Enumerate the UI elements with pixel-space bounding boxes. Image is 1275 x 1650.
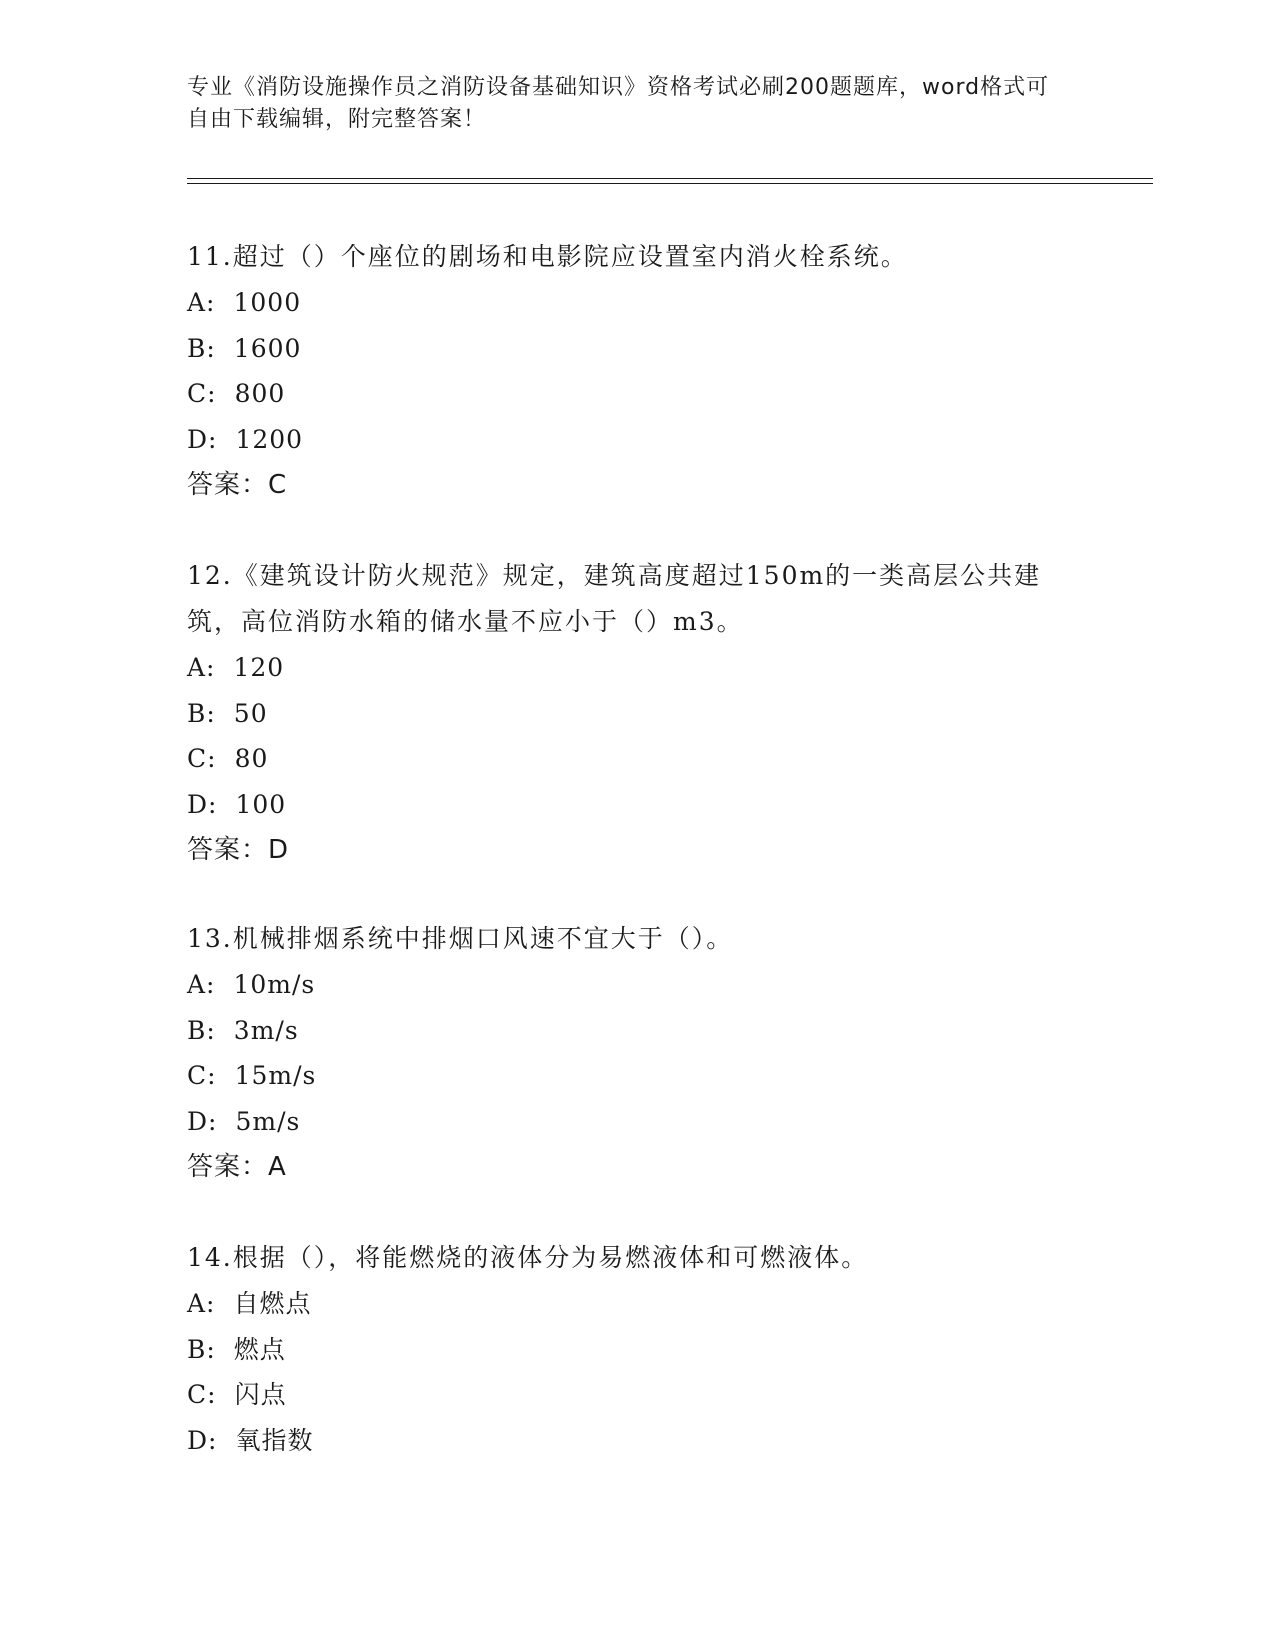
question-12: [187, 553, 1087, 873]
option-label: D:: [187, 424, 218, 454]
option-text: 5m/s: [235, 1106, 301, 1136]
option-text: 100: [235, 789, 287, 819]
option-label: C:: [187, 744, 217, 773]
option-b: [187, 1327, 1087, 1373]
option-text: 1600: [233, 333, 302, 363]
option-text: 120: [233, 653, 285, 682]
answer: 答案：A: [187, 1152, 287, 1182]
question-11: [187, 234, 1087, 508]
option-label: B:: [187, 1334, 216, 1364]
option-a: [187, 280, 1087, 326]
option-a: [187, 1281, 1087, 1327]
option-label: D:: [187, 1106, 218, 1136]
question-stem: 13.机械排烟系统中排烟口风速不宜大于（）。: [187, 924, 734, 953]
option-d: [187, 782, 1087, 828]
option-b: [187, 1008, 1087, 1054]
option-label: A:: [187, 653, 216, 682]
option-d: [187, 417, 1087, 463]
option-label: A:: [187, 1289, 216, 1318]
option-label: B:: [187, 333, 216, 363]
option-a: [187, 645, 1087, 691]
question-stem: 14.根据（），将能燃烧的液体分为易燃液体和可燃液体。: [187, 1243, 869, 1272]
option-text: 燃点: [233, 1334, 286, 1364]
question-stem: 12.《建筑设计防火规范》规定，建筑高度超过150m的一类高层公共建筑，高位消防水箱的储水量不应小于（）m3。: [187, 561, 1042, 636]
option-label: A:: [187, 288, 216, 317]
header-divider-top: [187, 178, 1153, 179]
option-text: 800: [234, 379, 286, 408]
option-label: D:: [187, 789, 218, 819]
option-label: D:: [187, 1425, 218, 1455]
document-header: 专业《消防设施操作员之消防设备基础知识》资格考试必刷200题题库，word格式可自由下载编辑，附完整答案！: [187, 75, 1050, 132]
option-label: C:: [187, 1061, 217, 1090]
option-text: 闪点: [234, 1380, 287, 1409]
option-label: C:: [187, 379, 217, 408]
option-text: 80: [234, 744, 269, 773]
option-text: 10m/s: [233, 970, 316, 999]
option-text: 15m/s: [234, 1061, 317, 1090]
option-label: B:: [187, 1015, 216, 1045]
question-13: [187, 916, 1087, 1190]
answer: 答案：D: [187, 835, 290, 865]
option-text: 50: [233, 698, 268, 728]
option-d: [187, 1418, 1087, 1464]
option-label: A:: [187, 970, 216, 999]
option-text: 自燃点: [233, 1289, 312, 1318]
option-c: [187, 371, 1087, 417]
option-c: [187, 1053, 1087, 1099]
option-a: [187, 962, 1087, 1008]
option-text: 1000: [233, 288, 302, 317]
option-text: 氧指数: [235, 1425, 314, 1455]
option-label: C:: [187, 1380, 217, 1409]
option-d: [187, 1099, 1087, 1145]
question-14: [187, 1235, 1087, 1463]
question-stem: 11.超过（）个座位的剧场和电影院应设置室内消火栓系统。: [187, 242, 908, 271]
answer: 答案：C: [187, 470, 288, 500]
option-text: 3m/s: [233, 1015, 299, 1045]
option-b: [187, 691, 1087, 737]
option-c: [187, 1372, 1087, 1418]
option-text: 1200: [235, 424, 304, 454]
option-c: [187, 736, 1087, 782]
option-b: [187, 326, 1087, 372]
header-divider-bottom: [187, 183, 1153, 184]
option-label: B:: [187, 698, 216, 728]
